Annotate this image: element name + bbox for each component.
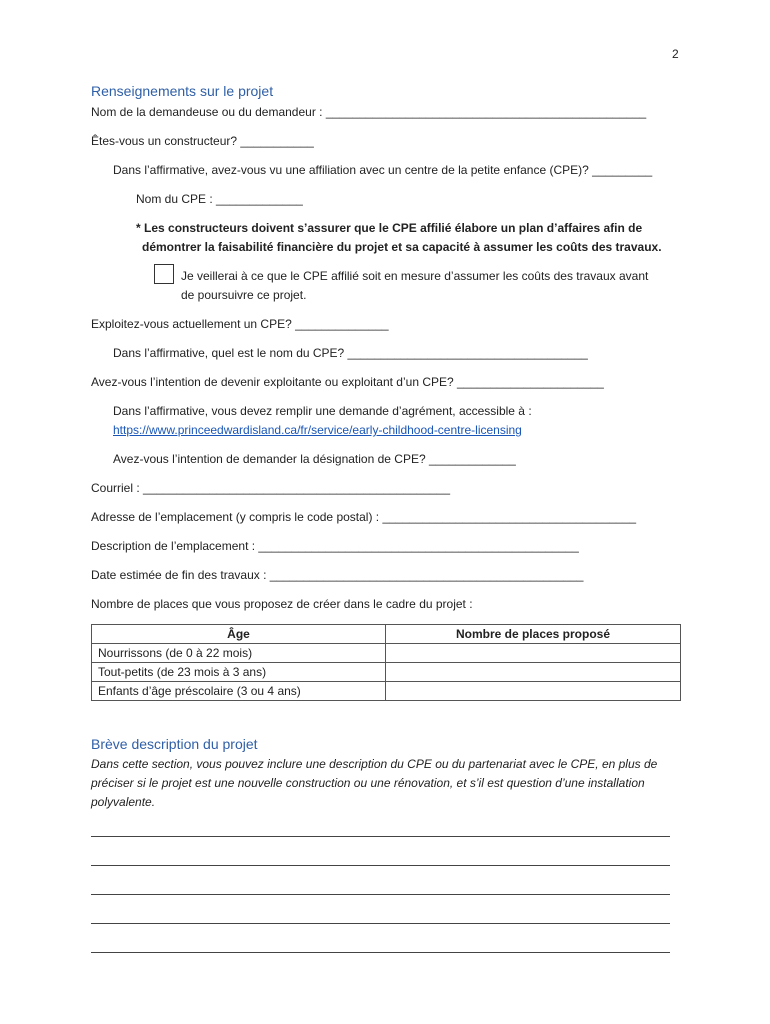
applicant-name-field[interactable]: Nom de la demandeuse ou du demandeur : ________________________________________________ <box>91 105 647 119</box>
licensing-link[interactable]: https://www.princeedwardisland.ca/fr/service/early-childhood-centre-licensing <box>113 423 522 437</box>
table-row <box>92 663 681 682</box>
commitment-checkbox[interactable] <box>154 264 174 284</box>
description-answer-line[interactable] <box>91 952 670 953</box>
table-row <box>92 644 681 663</box>
project-info-heading: Renseignements sur le projet <box>91 83 274 99</box>
description-answer-line[interactable] <box>91 894 670 895</box>
places-intro: Nombre de places que vous proposez de créer dans le cadre du projet : <box>91 597 473 611</box>
location-address-field[interactable]: Adresse de l’emplacement (y compris le code postal) : ______________________________________ <box>91 510 637 524</box>
table-row <box>92 682 681 701</box>
age-column-header: Âge <box>92 625 386 644</box>
places-column-header: Nombre de places proposé <box>386 625 681 644</box>
completion-date-field[interactable]: Date estimée de fin des travaux : _______________________________________________ <box>91 568 584 582</box>
description-answer-line[interactable] <box>91 923 670 924</box>
description-instruction-line-3: polyvalente. <box>91 795 156 809</box>
operate-name-field[interactable]: Dans l’affirmative, quel est le nom du CPE? ____________________________________ <box>113 346 588 360</box>
table-header-row <box>92 625 681 644</box>
description-answer-line[interactable] <box>91 836 670 837</box>
builder-notice-line-2: démontrer la faisabilité financière du projet et sa capacité à assumer les coûts des travaux. <box>142 240 662 254</box>
description-instruction-line-2: préciser si le projet est une nouvelle construction ou une rénovation, et s’il est question d’une installation <box>91 776 645 790</box>
description-heading: Brève description du projet <box>91 736 258 752</box>
builder-question-field[interactable]: Êtes-vous un constructeur? ___________ <box>91 134 314 148</box>
age-cell-toddlers: Tout-petits (de 23 mois à 3 ans) <box>92 663 386 682</box>
places-table <box>91 624 681 701</box>
places-input-infants[interactable] <box>386 644 681 663</box>
builder-notice-line-1: * Les constructeurs doivent s’assurer que le CPE affilié élabore un plan d’affaires afin de <box>136 221 643 235</box>
cpe-name-field[interactable]: Nom du CPE : _____________ <box>136 192 303 206</box>
email-field[interactable]: Courriel : ______________________________________________ <box>91 481 451 495</box>
checkbox-label-line-2: de poursuivre ce projet. <box>181 288 307 302</box>
places-input-preschool[interactable] <box>386 682 681 701</box>
affiliation-question-field[interactable]: Dans l’affirmative, avez-vous vu une affiliation avec un centre de la petite enfance (CPE)? _________ <box>113 163 653 177</box>
age-cell-infants: Nourrissons (de 0 à 22 mois) <box>92 644 386 663</box>
operate-question-field[interactable]: Exploitez-vous actuellement un CPE? ______________ <box>91 317 389 331</box>
checkbox-label-line-1: Je veillerai à ce que le CPE affilié soit en mesure d’assumer les coûts des travaux avant <box>181 269 649 283</box>
licensing-text: Dans l’affirmative, vous devez remplir une demande d’agrément, accessible à : <box>113 404 532 418</box>
location-description-field[interactable]: Description de l’emplacement : ________________________________________________ <box>91 539 579 553</box>
age-cell-preschool: Enfants d’âge préscolaire (3 ou 4 ans) <box>92 682 386 701</box>
description-answer-line[interactable] <box>91 865 670 866</box>
designation-question-field[interactable]: Avez-vous l’intention de demander la désignation de CPE? _____________ <box>113 452 516 466</box>
places-input-toddlers[interactable] <box>386 663 681 682</box>
page-number: 2 <box>672 47 679 61</box>
intend-operate-field[interactable]: Avez-vous l’intention de devenir exploitante ou exploitant d’un CPE? ______________________ <box>91 375 604 389</box>
description-instruction-line-1: Dans cette section, vous pouvez inclure une description du CPE ou du partenariat avec le CPE, en plus de <box>91 757 658 771</box>
